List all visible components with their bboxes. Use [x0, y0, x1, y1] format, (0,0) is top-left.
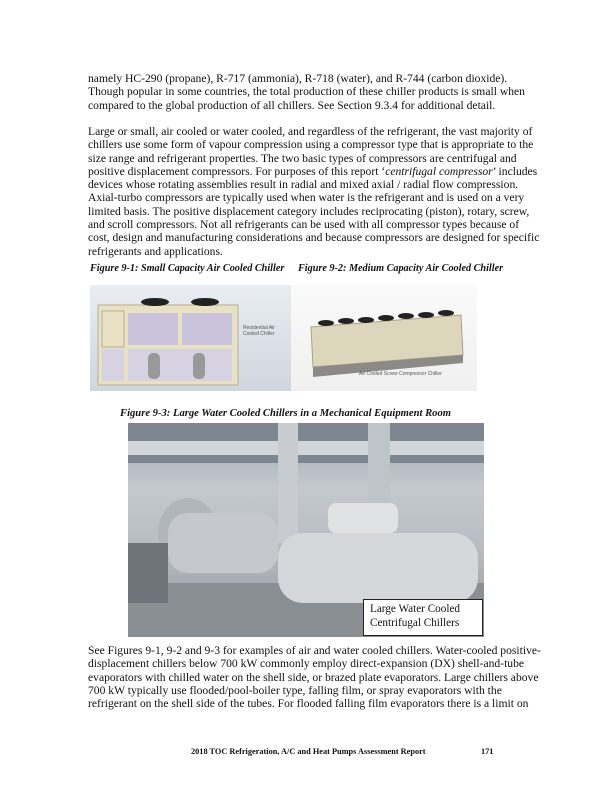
text-line: refrigerant on the shell side of the tubes. For flooded falling film evaporators there is a limit on — [88, 697, 529, 711]
chillers-label-box — [363, 599, 483, 636]
text-line: 700 kW typically use flooded/pool-boiler type, falling film, or spray evaporators with the — [88, 683, 502, 697]
footer-title: 2018 TOC Refrigeration, A/C and Heat Pumps Assessment Report — [191, 747, 426, 756]
text-line: limited basis. The positive displacement category includes reciprocating (piston), rotary, screw, — [88, 204, 530, 218]
text-line: and scroll compressors. Not all refrigerants can be used with all compressor types because of — [88, 218, 520, 232]
text-line: compared to the global production of all chillers. See Section 9.3.4 for additional detail. — [88, 98, 496, 112]
text-line: refrigerants and applications. — [88, 244, 223, 258]
paragraph-3 — [88, 644, 541, 711]
text-line: chillers use some form of vapour compression using a compressor type that is appropriate to the — [88, 138, 534, 152]
emphasis-term: centrifugal compressor — [385, 164, 493, 178]
figure-9-2-caption: Figure 9-2: Medium Capacity Air Cooled Chiller — [298, 263, 504, 274]
figure-9-1-image — [90, 285, 291, 391]
image-label: Air Cooled Screw Compressor Chiller — [359, 371, 442, 377]
figure-9-3-caption: Figure 9-3: Large Water Cooled Chillers in a Mechanical Equipment Room — [120, 408, 451, 419]
label-line: Large Water Cooled — [370, 603, 461, 615]
label-line: Centrifugal Chillers — [370, 616, 460, 629]
text-segment: ’ includes — [492, 164, 538, 178]
paragraph-1 — [88, 72, 528, 112]
page-number: 171 — [481, 747, 494, 756]
text-line — [88, 164, 538, 178]
figure-9-1-caption: Figure 9-1: Small Capacity Air Cooled Chiller — [90, 263, 285, 274]
text-line: Axial-turbo compressors are typically used when water is the refrigerant and is used on a very — [88, 191, 525, 205]
text-line: evaporators with chilled water on the shell side, or brazed plate evaporators. Large chillers above — [88, 670, 539, 684]
text-line: cost, design and manufacturing considerations and because compressors are designed for specific — [88, 231, 540, 245]
figure-9-3-photo — [128, 423, 484, 637]
figure-9-2-image — [291, 285, 477, 391]
text-line: devices whose rotating assemblies result in radial and mixed axial / radial flow compression. — [88, 178, 519, 192]
text-line: Large or small, air cooled or water cooled, and regardless of the refrigerant, the vast majority of — [88, 125, 533, 138]
text-line: namely HC-290 (propane), R-717 (ammonia), R-718 (water), and R-744 (carbon dioxide). — [88, 72, 508, 85]
image-label: Residential Air Cooled Chiller — [243, 325, 275, 337]
paragraph-2 — [88, 125, 540, 258]
text-segment: positive displacement compressors. For purposes of this report ‘ — [88, 164, 386, 178]
text-line: size range and refrigerant properties. The two basic types of compressors are centrifugal and — [88, 151, 517, 165]
text-line: See Figures 9-1, 9-2 and 9-3 for examples of air and water cooled chillers. Water-cooled positive- — [88, 644, 541, 657]
text-line: displacement chillers below 700 kW commonly employ direct-expansion (DX) shell-and-tube — [88, 657, 525, 671]
text-line: Though popular in some countries, the total production of these chiller products is small when — [88, 85, 525, 99]
small-chiller-illustration — [90, 285, 291, 391]
